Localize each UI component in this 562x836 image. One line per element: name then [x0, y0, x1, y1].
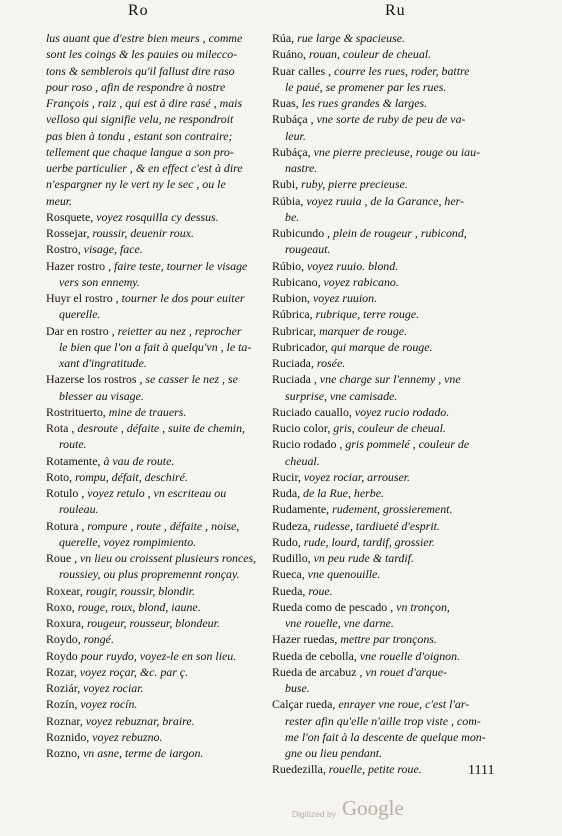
entry-line: [46, 518, 272, 534]
entry-line: [272, 241, 498, 257]
gloss: voyez ruuion.: [310, 291, 378, 305]
headword: Rueda de arcabuz ,: [272, 664, 363, 679]
headword: Roziár,: [46, 681, 81, 695]
headword: Rostrituerto,: [46, 404, 106, 419]
entry-line: [272, 550, 498, 566]
headword: Rucio rodado ,: [272, 437, 343, 452]
headword: Rota ,: [46, 421, 75, 435]
gloss: enrayer vne roue, c'est l'ar-: [335, 697, 470, 712]
entry-line: [272, 46, 498, 62]
gloss: voyez rosquilla cy dessus.: [93, 209, 219, 224]
gloss: rudesse, tardiueté d'esprit.: [310, 518, 440, 533]
gloss: querelle.: [59, 307, 101, 322]
headword: Roxura,: [46, 616, 84, 630]
entry-line: [272, 485, 498, 501]
entry-line: [272, 339, 498, 355]
headword: Hazerse los rostros ,: [46, 372, 143, 387]
entry-line: [272, 761, 498, 777]
right-column: [272, 30, 498, 778]
entry-line: [272, 274, 498, 290]
headword: Ruciada,: [272, 356, 314, 370]
gloss: voyez rebuznar, braire.: [82, 713, 195, 728]
entry-line: [46, 225, 272, 241]
headword: Roto,: [46, 469, 73, 484]
entry-line: [46, 209, 272, 225]
gloss: de la Rue, herbe.: [300, 486, 384, 500]
gloss: vn peu rude & tardif.: [310, 551, 414, 565]
entry-line: [272, 713, 498, 729]
headword: Roydo: [46, 648, 78, 663]
gloss: rude, lourd, tardif, grossier.: [300, 534, 435, 549]
entry-line: [272, 436, 498, 452]
gloss: meur.: [46, 193, 73, 208]
gloss: voyez rociar.: [80, 681, 144, 695]
headword: Rotura ,: [46, 518, 85, 533]
headword: Rudillo,: [272, 551, 311, 565]
gloss: velloso qui signifie velu, ne respondroit: [46, 112, 234, 127]
headword: Rostro,: [46, 242, 81, 257]
gloss: route.: [59, 437, 87, 452]
gloss: voyez ruuio. blond.: [304, 258, 399, 273]
entry-line: [46, 193, 272, 209]
entry-line: [272, 95, 498, 111]
entry-line: [46, 648, 272, 664]
entry-line: [272, 453, 498, 469]
headword: Roxo,: [46, 599, 75, 614]
left-column: [46, 30, 272, 761]
entry-line: [272, 583, 498, 599]
watermark-prefix: Digitized by: [292, 809, 336, 819]
headword: Rubáça ,: [272, 112, 314, 127]
entry-line: [46, 501, 272, 517]
entry-line: [272, 323, 498, 339]
headword: Ruedezilla,: [272, 762, 326, 777]
entry-line: [272, 745, 498, 761]
headword: Roznar,: [46, 713, 83, 728]
gloss: vne rouelle, vne darne.: [285, 616, 394, 630]
gloss: vn lieu ou croissent plusieurs ronces,: [77, 551, 257, 565]
entry-line: [46, 274, 272, 290]
gloss: faire teste, tourner le visage: [111, 258, 248, 273]
entry-line: [46, 323, 272, 339]
gloss: vn rouet d'arque-: [362, 664, 447, 679]
gloss: buse.: [285, 681, 310, 695]
entry-line: [46, 453, 272, 469]
gloss: roue.: [305, 583, 333, 598]
gloss: gne ou lieu pendant.: [285, 746, 383, 760]
gloss: ruby, pierre precieuse.: [298, 177, 408, 192]
headword: Rueda de cebolla,: [272, 648, 357, 663]
entry-line: [272, 355, 498, 371]
gloss: tons & semblerois qu'il fallust dire raso: [46, 63, 235, 78]
gloss: voyez rociar, arrouser.: [300, 469, 411, 484]
entry-line: [46, 680, 272, 696]
gloss: rudement, grossierement.: [329, 502, 453, 517]
headword: Rudo,: [272, 534, 301, 549]
entry-line: [272, 566, 498, 582]
entry-line: [46, 729, 272, 745]
gloss: rompu, défait, deschiré.: [72, 469, 188, 484]
gloss: François , raiz , qui est à dire rasé , mais: [46, 96, 243, 110]
entry-line: [272, 30, 498, 46]
entry-line: [272, 648, 498, 664]
entry-line: [272, 258, 498, 274]
entry-line: [272, 615, 498, 631]
headword: Roydo,: [46, 632, 81, 647]
gloss: mine de trauers.: [105, 404, 187, 419]
headword: Rucio color,: [272, 421, 331, 435]
entry-line: [46, 128, 272, 144]
gloss: sont les coings & les pauies ou milecco-: [46, 47, 238, 62]
headword: Rubicundo ,: [272, 226, 331, 240]
headword: Hazer ruedas,: [272, 632, 338, 647]
headword: Rubion,: [272, 291, 310, 305]
gloss: pour roso , afin de respondre à nostre: [46, 79, 226, 94]
entry-line: [46, 550, 272, 566]
gloss: vne rouelle d'oignon.: [356, 648, 461, 663]
entry-line: [46, 79, 272, 95]
entry-line: [272, 534, 498, 550]
entry-line: [272, 209, 498, 225]
entry-line: [46, 436, 272, 452]
entry-line: [272, 306, 498, 322]
entry-line: [46, 63, 272, 79]
entry-line: [46, 339, 272, 355]
gloss: cheual.: [285, 453, 320, 468]
entry-line: [46, 534, 272, 550]
entry-line: [46, 566, 272, 582]
headword: Ruas,: [272, 96, 299, 110]
gloss: blesser au visage.: [59, 388, 144, 403]
entry-line: [46, 46, 272, 62]
entry-line: [272, 193, 498, 209]
gloss: uerbe particulier , & en effect c'est à dire: [46, 161, 243, 175]
entry-line: [46, 583, 272, 599]
entry-line: [46, 355, 272, 371]
entry-line: [272, 63, 498, 79]
gloss: voyez rucio rodado.: [351, 404, 450, 419]
gloss: gris, couleur de cheual.: [330, 421, 446, 435]
gloss: voyez roçar, &c. par ç.: [76, 664, 189, 679]
headword: Ruciada ,: [272, 372, 317, 387]
gloss: le paué, se promener par les rues.: [285, 79, 447, 94]
entry-line: [46, 111, 272, 127]
gloss: rosée.: [313, 356, 346, 370]
entry-line: [272, 128, 498, 144]
entry-line: [46, 469, 272, 485]
entry-line: [46, 144, 272, 160]
gloss: xant d'ingratitude.: [59, 356, 147, 370]
gloss: nastre.: [285, 161, 318, 175]
headword: Rueda,: [272, 583, 306, 598]
running-head-right: Ru: [385, 2, 406, 19]
gloss: les rues grandes & larges.: [298, 96, 428, 110]
headword: Rudamente,: [272, 502, 330, 517]
running-head-left: Ro: [128, 2, 149, 19]
headword: Rubi,: [272, 177, 299, 192]
google-watermark: [292, 796, 432, 826]
headword: Roznido,: [46, 729, 90, 744]
entry-line: [46, 664, 272, 680]
gloss: plein de rougeur , rubicond,: [330, 226, 467, 240]
entry-line: [46, 485, 272, 501]
gloss: pour ruydo, voyez-le en son lieu.: [77, 648, 237, 663]
headword: Rúa,: [272, 31, 295, 45]
headword: Calçar rueda,: [272, 697, 336, 712]
gloss: voyez ruuia , de la Garance, her-: [303, 193, 464, 208]
headword: Rucir,: [272, 469, 301, 484]
entry-line: [46, 420, 272, 436]
entry-line: [272, 160, 498, 176]
gloss: voyez retulo , vn escriteau ou: [84, 486, 227, 500]
entry-line: [272, 680, 498, 696]
entry-line: [46, 95, 272, 111]
headword: Rúbia,: [272, 193, 304, 208]
headword: Rozno,: [46, 746, 81, 760]
gloss: visage, face.: [80, 242, 143, 257]
gloss: roussiey, ou plus propremennt ronçay.: [59, 567, 240, 582]
gloss: vne sorte de ruby de peu de va-: [313, 112, 466, 127]
headword: Ruda,: [272, 486, 301, 500]
headword: Rúbio,: [272, 258, 305, 273]
headword: Rubricar,: [272, 323, 317, 338]
gloss: be.: [285, 209, 300, 224]
entry-line: [272, 111, 498, 127]
gloss: querelle, voyez rompimiento.: [59, 534, 197, 549]
entry-line: [46, 745, 272, 761]
entry-line: [46, 371, 272, 387]
gloss: gris pommelé , couleur de: [342, 437, 470, 452]
gloss: pas bien à tondu , estant son contraire;: [46, 128, 233, 143]
page-number: 1111: [468, 763, 495, 778]
entry-line: [272, 696, 498, 712]
entry-line: [272, 664, 498, 680]
headword: Rotulo ,: [46, 486, 85, 500]
gloss: voyez rocín.: [77, 697, 138, 712]
gloss: surprise, vne camisade.: [285, 388, 398, 403]
gloss: voyez rabicano.: [320, 274, 399, 289]
gloss: desroute , défaite , suite de chemin,: [74, 421, 246, 435]
gloss: lus auant que d'estre bien meurs , comme: [46, 31, 243, 45]
gloss: rue large & spacieuse.: [294, 31, 405, 45]
entry-line: [272, 420, 498, 436]
watermark-brand: Google: [342, 796, 404, 820]
gloss: voyez rebuzno.: [89, 729, 163, 744]
headword: Roxear,: [46, 583, 83, 598]
gloss: rouleau.: [59, 502, 99, 517]
headword: Rúbrica,: [272, 307, 313, 322]
entry-line: [272, 501, 498, 517]
entry-line: [272, 469, 498, 485]
gloss: vne charge sur l'ennemy , vne: [316, 372, 461, 387]
gloss: rougeaut.: [285, 242, 331, 257]
headword: Rubricador,: [272, 339, 328, 354]
entry-line: [272, 290, 498, 306]
entry-line: [272, 144, 498, 160]
gloss: à vau de route.: [100, 453, 175, 468]
gloss: le bien que l'on a fait à quelqu'vn , le ta-: [59, 339, 252, 354]
gloss: me l'on fait à la descente de quelque mon-: [285, 729, 486, 744]
gloss: reietter au nez , reprocher: [114, 323, 242, 338]
gloss: vn asne, terme de iargon.: [80, 746, 204, 760]
headword: Rozín,: [46, 697, 78, 712]
gloss: tourner le dos pour euiter: [118, 291, 245, 305]
headword: Ruar calles ,: [272, 63, 332, 78]
entry-line: [272, 225, 498, 241]
gloss: courre les rues, roder, battre: [331, 63, 470, 78]
headword: Rosquete,: [46, 209, 94, 224]
entry-line: [272, 176, 498, 192]
gloss: rompure , route , défaite , noise,: [84, 518, 240, 533]
gloss: vne quenouille.: [304, 567, 381, 582]
entry-line: [46, 631, 272, 647]
entry-line: [46, 615, 272, 631]
entry-line: [46, 160, 272, 176]
entry-line: [46, 30, 272, 46]
gloss: roussir, deuenir roux.: [89, 226, 194, 240]
headword: Ruciado cauallo,: [272, 404, 352, 419]
gloss: qui marque de rouge.: [328, 339, 433, 354]
entry-line: [46, 713, 272, 729]
entry-line: [272, 599, 498, 615]
entry-line: [272, 388, 498, 404]
gloss: rouelle, petite roue.: [325, 762, 422, 777]
headword: Rotamente,: [46, 453, 101, 468]
entry-line: [46, 241, 272, 257]
entry-line: [46, 599, 272, 615]
headword: Rossejar,: [46, 226, 90, 240]
entry-line: [272, 729, 498, 745]
gloss: marquer de rouge.: [316, 323, 408, 338]
entry-line: [272, 518, 498, 534]
gloss: rougir, roussir, blondir.: [82, 583, 195, 598]
headword: Rozar,: [46, 664, 77, 679]
gloss: vn tronçon,: [393, 599, 450, 614]
entry-line: [272, 631, 498, 647]
entry-line: [46, 306, 272, 322]
headword: Roue ,: [46, 551, 78, 565]
gloss: rongé.: [80, 632, 114, 647]
entry-line: [46, 404, 272, 420]
entry-line: [46, 696, 272, 712]
headword: Rubáça,: [272, 144, 311, 159]
headword: Dar en rostro ,: [46, 323, 115, 338]
headword: Hazer rostro ,: [46, 258, 112, 273]
gloss: leur.: [285, 128, 306, 143]
headword: Rueda como de pescado ,: [272, 599, 394, 614]
gloss: rougeur, rousseur, blondeur.: [83, 616, 220, 630]
gloss: n'espargner ny le vert ny le sec , ou le: [46, 177, 226, 192]
headword: Huyr el rostro ,: [46, 291, 119, 305]
entry-line: [46, 258, 272, 274]
gloss: tellement que chaque langue a son pro-: [46, 144, 234, 159]
headword: Rudeza,: [272, 518, 311, 533]
gloss: vne pierre precieuse, rouge ou iau-: [310, 144, 481, 159]
gloss: mettre par tronçons.: [337, 632, 437, 647]
entry-line: [46, 176, 272, 192]
gloss: rester afin qu'elle n'aille trop viste , com-: [285, 713, 481, 728]
gloss: rouan, couleur de cheual.: [306, 47, 432, 62]
gloss: rubrique, terre rouge.: [312, 307, 420, 322]
gloss: vers son ennemy.: [59, 274, 140, 289]
gloss: se casser le nez , se: [142, 372, 238, 387]
headword: Ruáno,: [272, 47, 307, 62]
entry-line: [272, 79, 498, 95]
gloss: rouge, roux, blond, iaune.: [74, 599, 201, 614]
entry-line: [46, 290, 272, 306]
entry-line: [272, 404, 498, 420]
headword: Rubicano,: [272, 274, 321, 289]
entry-line: [46, 388, 272, 404]
headword: Rueca,: [272, 567, 305, 582]
entry-line: [272, 371, 498, 387]
